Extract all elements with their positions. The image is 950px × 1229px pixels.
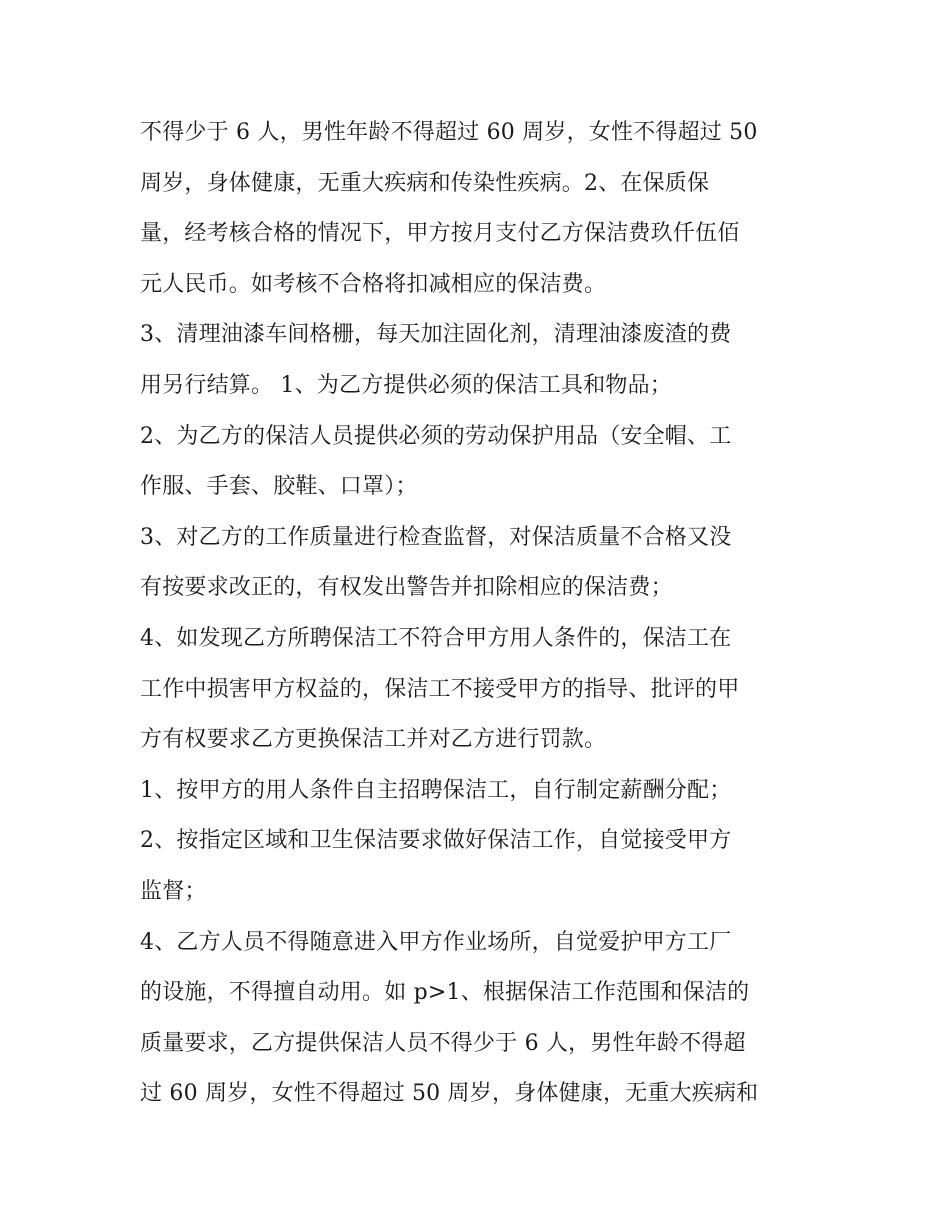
text-line: 用另行结算。 1、为乙方提供必须的保洁工具和物品； [140,372,672,398]
text-line: 周岁，身体健康，无重大疾病和传染性疾病。2、在保质保 [140,170,710,196]
text-line: 2、按指定区域和卫生保洁要求做好保洁工作，自觉接受甲方 [140,828,732,854]
text-line: 4、如发现乙方所聘保洁工不符合甲方用人条件的，保洁工在 [140,625,732,651]
text-line: 4、乙方人员不得随意进入甲方作业场所，自觉爱护甲方工厂 [140,929,732,955]
text-line: 作服、手套、胶鞋、口罩）； [140,474,418,500]
text-line: 质量要求，乙方提供保洁人员不得少于 6 人，男性年龄不得超 [140,1030,746,1056]
text-line: 监督； [140,878,207,904]
text-line: 方有权要求乙方更换保洁工并对乙方进行罚款。 [140,727,607,753]
text-line: 1、按甲方的用人条件自主招聘保洁工，自行制定薪酬分配； [140,777,732,803]
text-line: 过 60 周岁，女性不得超过 50 周岁，身体健康，无重大疾病和 [140,1081,759,1107]
text-line: 元人民币。如考核不合格将扣减相应的保洁费。 [140,271,607,297]
text-line: 的设施，不得擅自动用。如 p>1、根据保洁工作范围和保洁的 [140,980,750,1006]
text-line: 有按要求改正的，有权发出警告并扣除相应的保洁费； [140,575,673,601]
text-line: 2、为乙方的保洁人员提供必须的劳动保护用品（安全帽、工 [140,423,732,449]
text-line: 不得少于 6 人，男性年龄不得超过 60 周岁，女性不得超过 50 [140,120,758,145]
text-line: 量，经考核合格的情况下，甲方按月支付乙方保洁费玖仟伍佰 [140,221,740,247]
text-line: 3、清理油漆车间格栅，每天加注固化剂，清理油漆废渣的费 [140,322,732,348]
text-line: 3、对乙方的工作质量进行检查监督，对保洁质量不合格又没 [140,524,732,550]
document-body [140,108,820,1120]
text-line: 工作中损害甲方权益的，保洁工不接受甲方的指导、批评的甲 [140,676,740,702]
